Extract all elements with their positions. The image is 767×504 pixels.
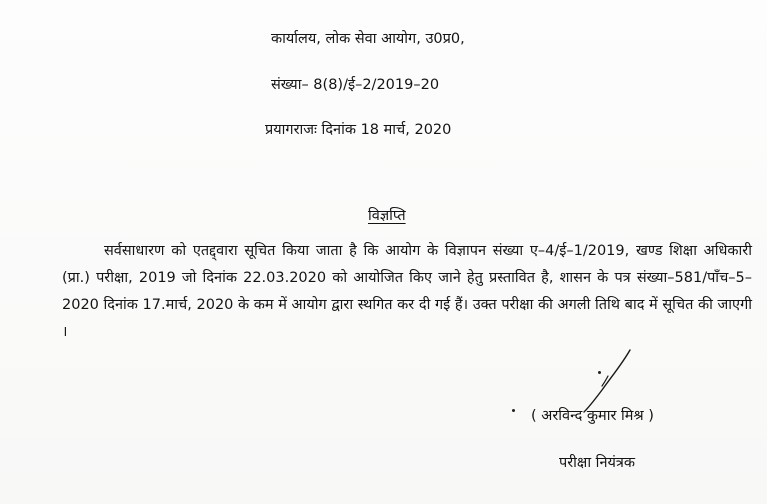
signatory-name: ( अरविन्द कुमार मिश्र ): [531, 408, 654, 424]
office-heading: कार्यालय, लोक सेवा आयोग, उ0प्र0,: [271, 31, 465, 47]
notice-title: विज्ञप्ति: [368, 208, 406, 224]
place-and-date: प्रयागराजः दिनांक 18 मार्च, 2020: [265, 122, 452, 138]
ink-dot: [512, 409, 515, 412]
signatory-designation: परीक्षा नियंत्रक: [559, 455, 636, 471]
ink-dot: [598, 371, 601, 374]
notice-body: सर्वसाधारण को एतद्द्वारा सूचित किया जाता है कि आयोग के विज्ञापन संख्या ए–4/ई–1/2019, खण्ड शिक्षा अधिकारी (प्रा.) परीक्षा, 2019 जो दिनांक 22.03.2020 को आयोजित किए जाने हेतु प्रस्तावित है, शासन के पत्र संख्या–581/पाँच–5–2020 दिनांक 17.मार्च, 2020 के कम में आयोग द्वारा स्थगित कर दी गई हैं। उक्त परीक्षा की अगली तिथि बाद में सूचित की जाएगी ।: [62, 243, 752, 340]
reference-number: संख्या– 8(8)/ई–2/2019–20: [271, 77, 440, 93]
